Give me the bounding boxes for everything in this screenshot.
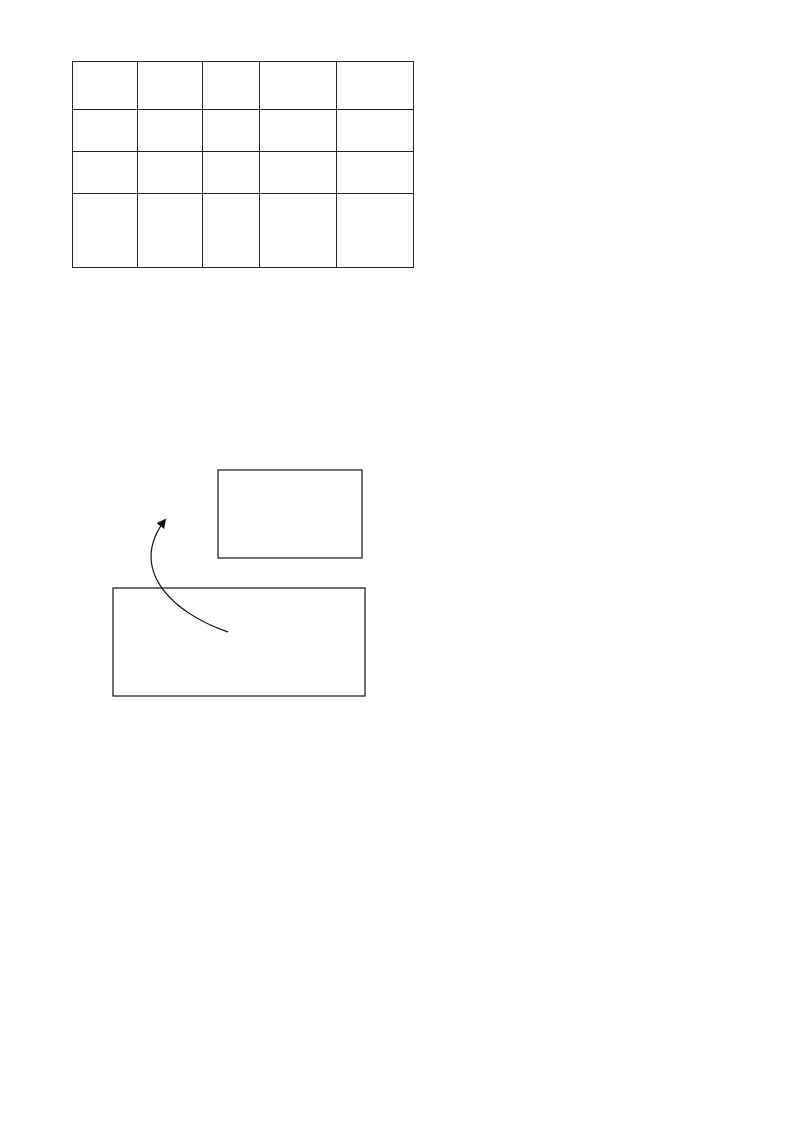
data-table xyxy=(72,61,414,268)
bottom-chart-frame xyxy=(113,588,365,696)
table-header-cell xyxy=(260,62,337,110)
table-cell xyxy=(337,110,414,152)
table-cell xyxy=(260,194,337,268)
curved-arrow-icon xyxy=(151,520,228,632)
table-cell xyxy=(203,110,260,152)
table-cell xyxy=(203,194,260,268)
table-cell xyxy=(337,152,414,194)
table-header-cell xyxy=(138,62,203,110)
top-chart-frame xyxy=(218,470,362,558)
table-cell xyxy=(73,110,138,152)
table-cell xyxy=(260,110,337,152)
table-cell xyxy=(337,194,414,268)
table-cell xyxy=(73,152,138,194)
table-cell xyxy=(73,194,138,268)
table-cell xyxy=(138,110,203,152)
table-header-cell xyxy=(73,62,138,110)
table-header-cell xyxy=(203,62,260,110)
table-cell xyxy=(138,152,203,194)
temperature-figure xyxy=(0,455,794,725)
table-header-cell xyxy=(337,62,414,110)
table-cell xyxy=(203,152,260,194)
table-cell xyxy=(138,194,203,268)
table-cell xyxy=(260,152,337,194)
